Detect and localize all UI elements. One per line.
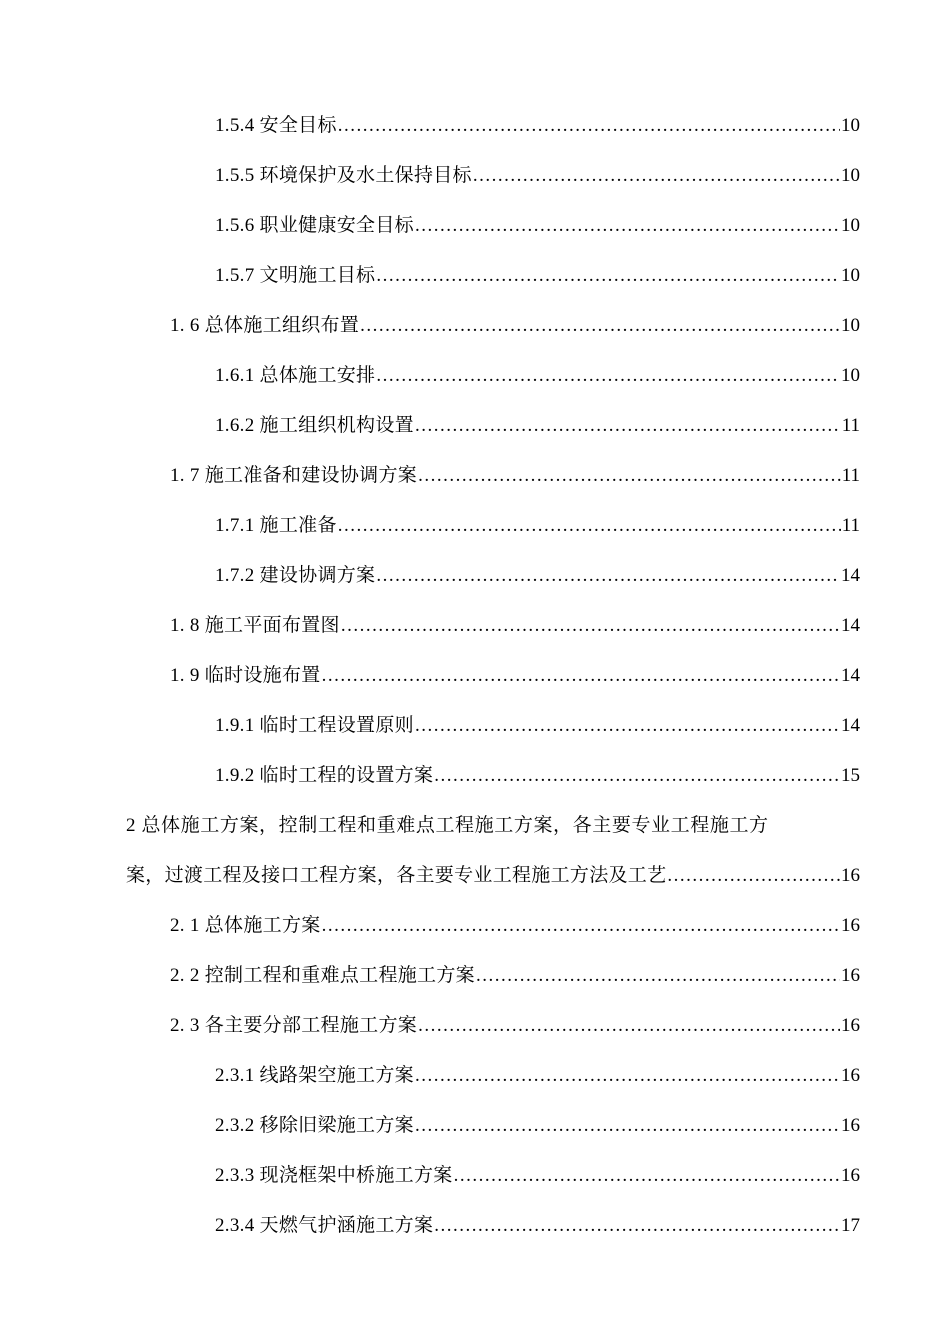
toc-dot-leader bbox=[376, 251, 840, 301]
toc-entry-title: 1.5.5 环境保护及水土保持目标 bbox=[215, 165, 472, 186]
toc-entry-title: 1.5.6 职业健康安全目标 bbox=[215, 215, 414, 236]
toc-dot-leader bbox=[476, 951, 840, 1001]
toc-dot-leader bbox=[473, 151, 840, 201]
toc-page-number: 10 bbox=[841, 215, 860, 236]
toc-dot-leader bbox=[376, 351, 840, 401]
toc-entry[interactable] bbox=[170, 1001, 860, 1051]
toc-dot-leader bbox=[360, 301, 840, 351]
toc-entry[interactable] bbox=[215, 1051, 860, 1101]
toc-entry-title: 1.5.4 安全目标 bbox=[215, 115, 337, 136]
toc-page-number: 11 bbox=[841, 415, 860, 436]
toc-entry-title: 1.9.1 临时工程设置原则 bbox=[215, 715, 414, 736]
toc-page-number: 14 bbox=[841, 615, 860, 636]
toc-entry-title: 1.9.2 临时工程的设置方案 bbox=[215, 765, 434, 786]
toc-entry-title: 2. 1 总体施工方案 bbox=[170, 915, 321, 936]
toc-entry-title: 1. 9 临时设施布置 bbox=[170, 665, 321, 686]
toc-entry[interactable] bbox=[215, 1151, 860, 1201]
toc-entry[interactable] bbox=[170, 651, 860, 701]
toc-page-number: 16 bbox=[841, 865, 860, 886]
toc-page-number: 17 bbox=[841, 1215, 860, 1236]
toc-page-number: 16 bbox=[841, 1065, 860, 1086]
toc-dot-leader bbox=[415, 201, 840, 251]
toc-entry-title: 2. 2 控制工程和重难点工程施工方案 bbox=[170, 965, 475, 986]
toc-page-number: 14 bbox=[841, 565, 860, 586]
toc-entry[interactable] bbox=[215, 401, 860, 451]
toc-entry-title: 1. 6 总体施工组织布置 bbox=[170, 315, 360, 336]
toc-page-number: 10 bbox=[841, 315, 860, 336]
toc-page-number: 10 bbox=[841, 165, 860, 186]
toc-entry[interactable] bbox=[215, 751, 860, 801]
toc-page-number: 14 bbox=[841, 715, 860, 736]
toc-page-number: 15 bbox=[841, 765, 860, 786]
toc-dot-leader bbox=[415, 1101, 840, 1151]
toc-page-number: 10 bbox=[841, 115, 860, 136]
toc-page-number: 16 bbox=[841, 965, 860, 986]
toc-entry[interactable] bbox=[215, 551, 860, 601]
toc-entry-title: 2.3.3 现浇框架中桥施工方案 bbox=[215, 1165, 453, 1186]
toc-entry[interactable] bbox=[170, 301, 860, 351]
toc-dot-leader bbox=[376, 551, 840, 601]
toc-entry[interactable] bbox=[215, 251, 860, 301]
toc-entry[interactable] bbox=[215, 1101, 860, 1151]
toc-entry[interactable] bbox=[170, 901, 860, 951]
toc-entry[interactable] bbox=[215, 101, 860, 151]
toc-entry-chapter[interactable] bbox=[126, 851, 860, 901]
toc-entry-title: 1.5.7 文明施工目标 bbox=[215, 265, 376, 286]
toc-page-number: 10 bbox=[841, 365, 860, 386]
toc-entry[interactable] bbox=[215, 501, 860, 551]
toc-page-number: 10 bbox=[841, 265, 860, 286]
toc-page-number: 11 bbox=[841, 515, 860, 536]
toc-entry-title: 2.3.1 线路架空施工方案 bbox=[215, 1065, 414, 1086]
toc-dot-leader bbox=[667, 851, 840, 901]
toc-dot-leader bbox=[454, 1151, 840, 1201]
toc-dot-leader bbox=[338, 101, 840, 151]
toc-entry[interactable] bbox=[170, 451, 860, 501]
toc-dot-leader bbox=[418, 451, 841, 501]
toc-entry-title: 案，过渡工程及接口工程方案，各主要专业工程施工方法及工艺 bbox=[126, 865, 667, 886]
toc-entry[interactable] bbox=[215, 701, 860, 751]
toc-dot-leader bbox=[415, 701, 840, 751]
toc-dot-leader bbox=[415, 401, 841, 451]
toc-entry-title: 1.6.2 施工组织机构设置 bbox=[215, 415, 414, 436]
toc-page-number: 16 bbox=[841, 1165, 860, 1186]
toc-dot-leader bbox=[418, 1001, 840, 1051]
toc-entry-title: 1. 8 施工平面布置图 bbox=[170, 615, 340, 636]
toc-page-number: 16 bbox=[841, 915, 860, 936]
toc-entry-title: 1.6.1 总体施工安排 bbox=[215, 365, 376, 386]
toc-entry[interactable] bbox=[215, 201, 860, 251]
toc-entry-title: 2.3.4 天燃气护涵施工方案 bbox=[215, 1215, 434, 1236]
toc-page-number: 14 bbox=[841, 665, 860, 686]
toc-entry[interactable] bbox=[215, 1201, 860, 1251]
toc-entry-title: 1.7.2 建设协调方案 bbox=[215, 565, 376, 586]
toc-entry-title: 1. 7 施工准备和建设协调方案 bbox=[170, 465, 418, 486]
toc-entry[interactable] bbox=[170, 601, 860, 651]
toc-dot-leader bbox=[322, 901, 840, 951]
toc-page-number: 16 bbox=[841, 1115, 860, 1136]
toc-dot-leader bbox=[322, 651, 840, 701]
toc-entry[interactable] bbox=[170, 951, 860, 1001]
toc-entry[interactable] bbox=[215, 151, 860, 201]
toc-entry-title: 1.7.1 施工准备 bbox=[215, 515, 337, 536]
toc-entry-title: 2.3.2 移除旧梁施工方案 bbox=[215, 1115, 414, 1136]
toc-dot-leader bbox=[341, 601, 840, 651]
toc-dot-leader bbox=[338, 501, 841, 551]
toc-page-number: 16 bbox=[841, 1015, 860, 1036]
toc-chapter-title-line1[interactable]: 2 总体施工方案，控制工程和重难点工程施工方案，各主要专业工程施工方 bbox=[126, 815, 769, 836]
toc-entry[interactable] bbox=[215, 351, 860, 401]
toc-dot-leader bbox=[434, 1201, 840, 1251]
toc-dot-leader bbox=[434, 751, 840, 801]
toc-page-number: 11 bbox=[841, 465, 860, 486]
toc-dot-leader bbox=[415, 1051, 840, 1101]
toc-entry-title: 2. 3 各主要分部工程施工方案 bbox=[170, 1015, 418, 1036]
